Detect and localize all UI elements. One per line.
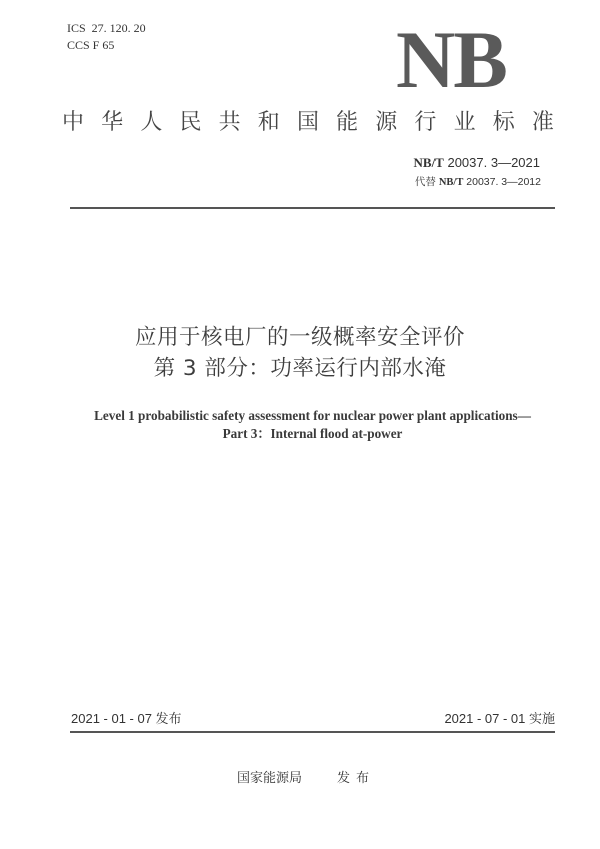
org-char: 源 [375, 110, 398, 135]
standard-prefix: NB/T [413, 155, 444, 170]
publish-label: 发布 [337, 771, 376, 786]
org-char: 标 [492, 110, 515, 135]
publisher-name: 国家能源局 [237, 771, 303, 786]
org-char: 能 [336, 110, 359, 135]
standard-number [414, 155, 540, 171]
replaces-prefix: NB/T [438, 177, 464, 188]
org-char: 共 [218, 110, 241, 135]
replaces-standard [415, 176, 541, 189]
nb-logo: NB [396, 14, 506, 105]
replaces-number: 20037. 3—2012 [463, 176, 541, 188]
ics-code: ICS 27. 120. 20 [67, 21, 146, 35]
org-char: 国 [296, 110, 319, 135]
implementation-date: 2021 - 07 - 01 实施 [444, 711, 555, 726]
footer-divider [70, 731, 555, 733]
chinese-title-line2: 第 3 部分：功率运行内部水淹 [153, 356, 447, 381]
english-title-line2: Part 3：Internal flood at-power [222, 426, 403, 441]
ccs-code: CCS F 65 [67, 38, 115, 52]
org-char: 人 [140, 110, 163, 135]
org-char: 和 [257, 110, 280, 135]
replaces-label: 代替 [414, 176, 439, 188]
chinese-title [0, 322, 600, 384]
english-title [0, 407, 600, 443]
org-char: 华 [101, 110, 124, 135]
issue-date: 2021 - 01 - 07 发布 [71, 711, 182, 726]
header-divider [70, 207, 555, 209]
org-char: 业 [453, 110, 476, 135]
organization-header [62, 109, 554, 137]
org-char: 行 [414, 110, 437, 135]
chinese-title-line1: 应用于核电厂的一级概率安全评价 [134, 325, 465, 350]
org-char: 中 [62, 110, 85, 135]
english-title-line1: Level 1 probabilistic safety assessment for nuclear power plant applications— [94, 408, 531, 423]
standard-number-value: 20037. 3—2021 [443, 155, 540, 170]
org-char: 准 [531, 110, 554, 135]
org-char: 民 [179, 110, 202, 135]
